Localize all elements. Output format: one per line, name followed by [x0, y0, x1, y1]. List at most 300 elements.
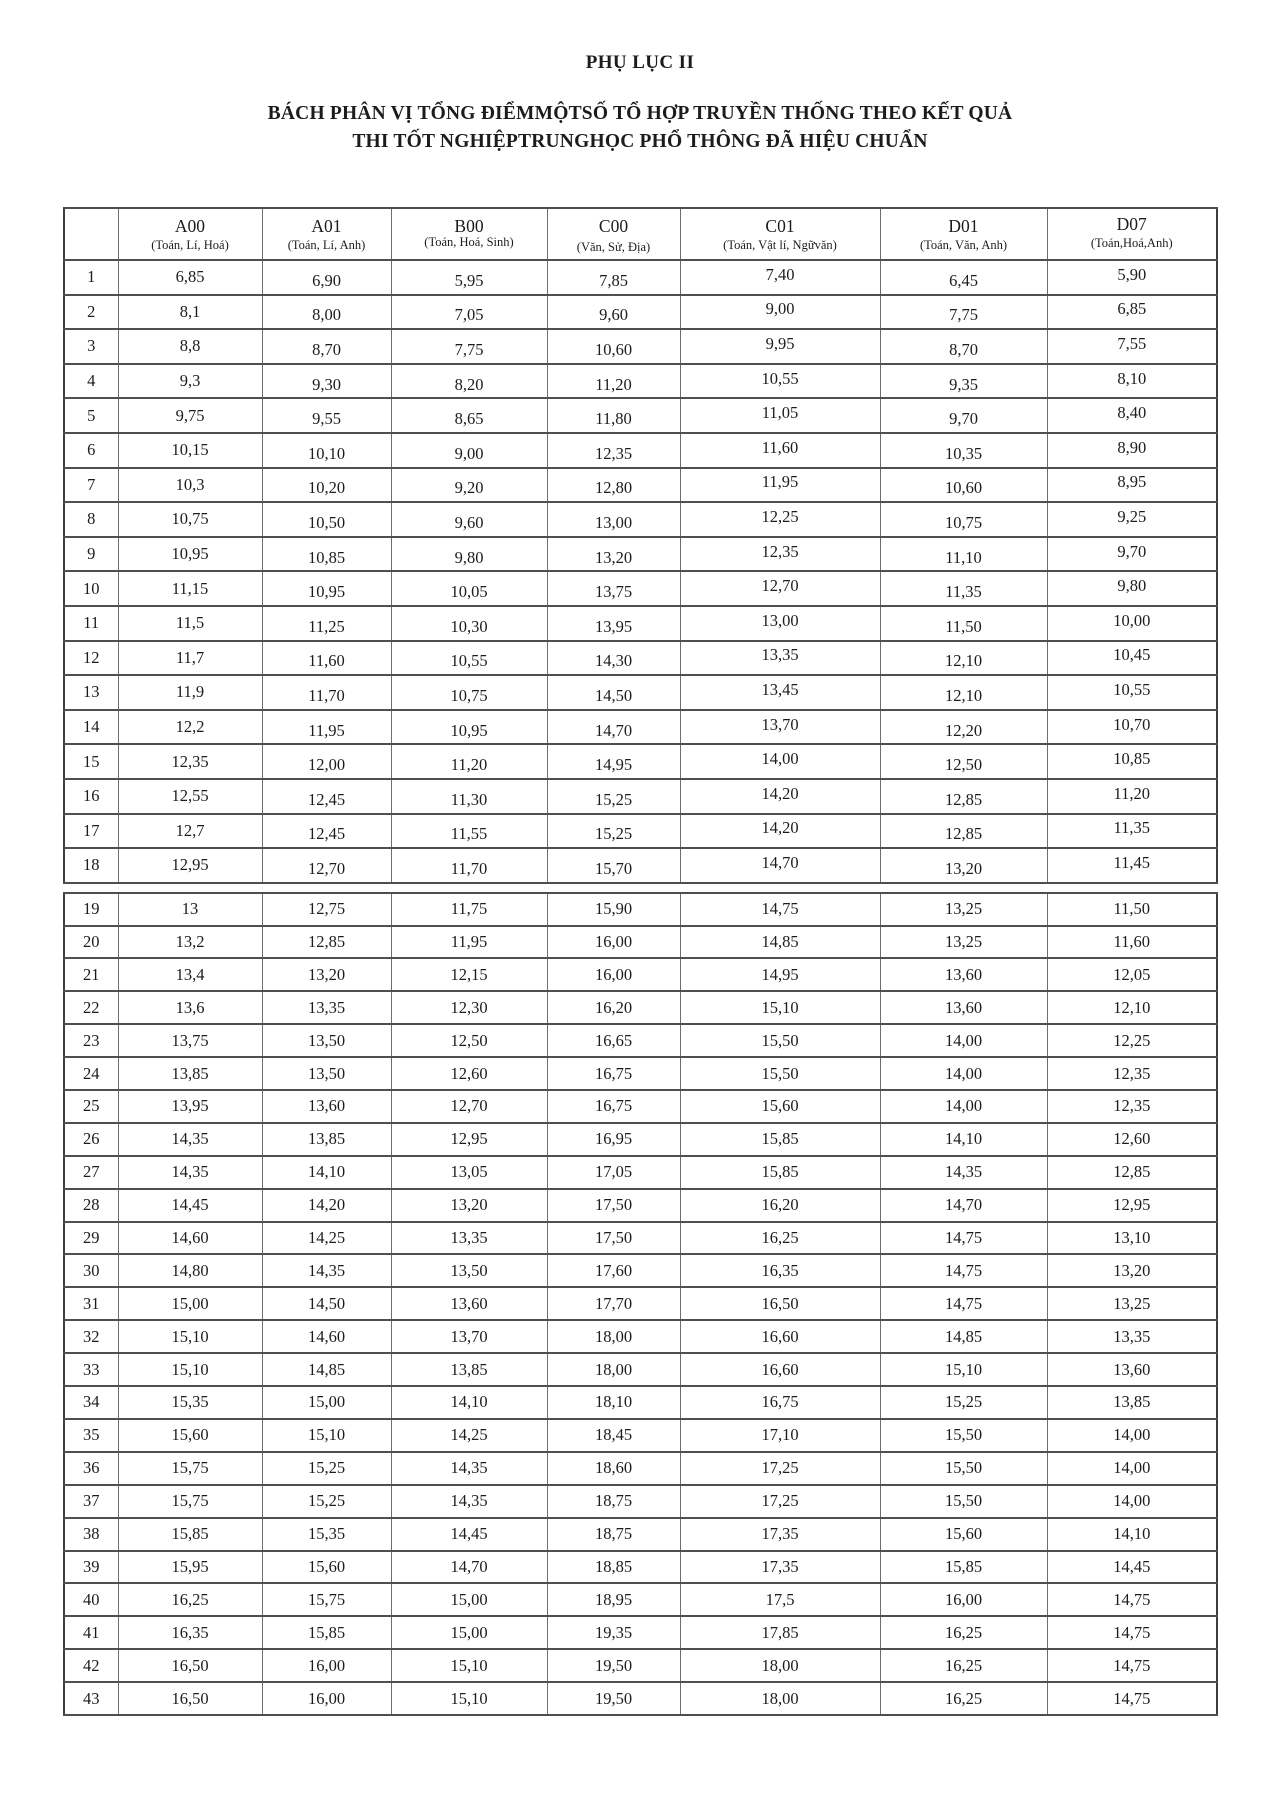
- table-row: [64, 1682, 1217, 1715]
- score-cell: 15,50: [880, 1419, 1047, 1452]
- percentile-cell: 2: [64, 295, 118, 330]
- percentile-cell: 4: [64, 364, 118, 399]
- score-cell: 17,25: [680, 1485, 880, 1518]
- score-cell: 14,75: [1047, 1682, 1217, 1715]
- score-cell: 11,7: [118, 641, 262, 676]
- score-cell: 13,20: [880, 848, 1047, 883]
- score-cell: 13,25: [880, 926, 1047, 959]
- percentile-cell: 15: [64, 744, 118, 779]
- score-cell: 17,25: [680, 1452, 880, 1485]
- percentile-cell: 18: [64, 848, 118, 883]
- score-cell: 10,50: [262, 502, 391, 537]
- score-cell: 14,35: [391, 1452, 547, 1485]
- column-header-c01: [680, 208, 880, 260]
- score-cell: 17,10: [680, 1419, 880, 1452]
- score-cell: 11,25: [262, 606, 391, 641]
- percentile-cell: 27: [64, 1156, 118, 1189]
- score-cell: 6,85: [118, 260, 262, 295]
- score-cell: 12,30: [391, 991, 547, 1024]
- score-cell: 16,35: [118, 1616, 262, 1649]
- score-cell: 14,00: [880, 1090, 1047, 1123]
- percentile-cell: 41: [64, 1616, 118, 1649]
- column-subjects: (Văn, Sử, Địa): [576, 239, 651, 254]
- column-code: A00: [174, 215, 206, 236]
- score-cell: 14,60: [118, 1222, 262, 1255]
- score-cell: 14,00: [880, 1024, 1047, 1057]
- score-cell: 9,60: [547, 295, 680, 330]
- score-cell: 13,60: [880, 991, 1047, 1024]
- score-cell: 10,60: [880, 468, 1047, 503]
- score-cell: 14,45: [118, 1189, 262, 1222]
- score-cell: 13,50: [262, 1024, 391, 1057]
- score-cell: 12,50: [391, 1024, 547, 1057]
- score-cell: 14,25: [391, 1419, 547, 1452]
- score-cell: 12,25: [1047, 1024, 1217, 1057]
- score-cell: 10,20: [262, 468, 391, 503]
- score-cell: 12,05: [1047, 958, 1217, 991]
- score-cell: 14,75: [880, 1287, 1047, 1320]
- table-row: [64, 779, 1217, 814]
- score-cell: 14,95: [547, 744, 680, 779]
- score-cell: 12,95: [391, 1123, 547, 1156]
- score-cell: 12,10: [880, 641, 1047, 676]
- score-cell: 10,00: [1047, 606, 1217, 641]
- score-cell: 15,90: [547, 893, 680, 926]
- score-cell: 12,35: [547, 433, 680, 468]
- score-cell: 13,35: [1047, 1320, 1217, 1353]
- score-cell: 11,15: [118, 571, 262, 606]
- column-code: A01: [311, 215, 342, 236]
- score-cell: 12,35: [118, 744, 262, 779]
- table-row: [64, 537, 1217, 572]
- table-row: [64, 1485, 1217, 1518]
- percentile-cell: 10: [64, 571, 118, 606]
- score-cell: 10,55: [680, 364, 880, 399]
- table-row: [64, 433, 1217, 468]
- table-row: [64, 1123, 1217, 1156]
- column-header-d07: [1047, 208, 1217, 260]
- table-row: [64, 1386, 1217, 1419]
- score-cell: 13,00: [680, 606, 880, 641]
- score-cell: 13,20: [262, 958, 391, 991]
- score-cell: 11,60: [1047, 926, 1217, 959]
- score-cell: 8,20: [391, 364, 547, 399]
- score-cell: 10,15: [118, 433, 262, 468]
- score-cell: 16,35: [680, 1254, 880, 1287]
- table-row: [64, 502, 1217, 537]
- table-row: [64, 893, 1217, 926]
- score-cell: 16,50: [680, 1287, 880, 1320]
- column-header-blank: [64, 208, 118, 260]
- score-cell: 10,75: [880, 502, 1047, 537]
- score-cell: 18,95: [547, 1583, 680, 1616]
- score-cell: 15,60: [118, 1419, 262, 1452]
- score-cell: 18,00: [547, 1320, 680, 1353]
- percentile-table-part2: [63, 892, 1218, 1716]
- score-cell: 12,95: [1047, 1189, 1217, 1222]
- score-cell: 12,85: [880, 779, 1047, 814]
- score-cell: 14,85: [680, 926, 880, 959]
- score-cell: 14,75: [680, 893, 880, 926]
- score-cell: 12,20: [880, 710, 1047, 745]
- percentile-cell: 17: [64, 814, 118, 849]
- document-heading: [63, 100, 1217, 155]
- score-cell: 13,20: [547, 537, 680, 572]
- table-row: [64, 1649, 1217, 1682]
- score-cell: 15,60: [262, 1551, 391, 1584]
- score-cell: 11,9: [118, 675, 262, 710]
- header-row: [64, 208, 1217, 260]
- score-cell: 14,75: [1047, 1583, 1217, 1616]
- percentile-cell: 32: [64, 1320, 118, 1353]
- score-cell: 18,00: [680, 1649, 880, 1682]
- percentile-cell: 33: [64, 1353, 118, 1386]
- score-cell: 10,85: [1047, 744, 1217, 779]
- score-cell: 12,10: [880, 675, 1047, 710]
- score-cell: 12,70: [262, 848, 391, 883]
- score-cell: 8,65: [391, 398, 547, 433]
- table-row: [64, 1518, 1217, 1551]
- score-cell: 15,50: [880, 1485, 1047, 1518]
- score-cell: 5,95: [391, 260, 547, 295]
- score-cell: 11,70: [391, 848, 547, 883]
- score-cell: 13,60: [1047, 1353, 1217, 1386]
- table-row: [64, 398, 1217, 433]
- score-cell: 10,45: [1047, 641, 1217, 676]
- table-row: [64, 1551, 1217, 1584]
- score-cell: 7,40: [680, 260, 880, 295]
- score-cell: 11,50: [880, 606, 1047, 641]
- table-row: [64, 571, 1217, 606]
- score-cell: 8,70: [262, 329, 391, 364]
- percentile-cell: 7: [64, 468, 118, 503]
- score-cell: 10,85: [262, 537, 391, 572]
- table-row: [64, 364, 1217, 399]
- score-cell: 13,75: [547, 571, 680, 606]
- score-cell: 9,20: [391, 468, 547, 503]
- percentile-cell: 30: [64, 1254, 118, 1287]
- score-cell: 15,35: [262, 1518, 391, 1551]
- score-cell: 18,85: [547, 1551, 680, 1584]
- score-cell: 9,55: [262, 398, 391, 433]
- table-row: [64, 991, 1217, 1024]
- score-cell: 14,00: [1047, 1452, 1217, 1485]
- score-cell: 16,75: [547, 1090, 680, 1123]
- column-code: D07: [1116, 213, 1147, 234]
- score-cell: 13: [118, 893, 262, 926]
- score-cell: 16,00: [880, 1583, 1047, 1616]
- percentile-cell: 25: [64, 1090, 118, 1123]
- score-cell: 10,60: [547, 329, 680, 364]
- score-cell: 7,75: [880, 295, 1047, 330]
- percentile-cell: 20: [64, 926, 118, 959]
- score-cell: 11,60: [680, 433, 880, 468]
- score-cell: 13,10: [1047, 1222, 1217, 1255]
- score-cell: 15,75: [118, 1452, 262, 1485]
- score-cell: 11,5: [118, 606, 262, 641]
- score-cell: 13,20: [1047, 1254, 1217, 1287]
- percentile-cell: 8: [64, 502, 118, 537]
- score-cell: 9,35: [880, 364, 1047, 399]
- score-cell: 9,00: [391, 433, 547, 468]
- score-cell: 13,70: [391, 1320, 547, 1353]
- score-cell: 11,35: [1047, 814, 1217, 849]
- table-row: [64, 1254, 1217, 1287]
- table-row: [64, 1057, 1217, 1090]
- column-header-b00: [391, 208, 547, 260]
- score-cell: 12,80: [547, 468, 680, 503]
- score-cell: 14,70: [547, 710, 680, 745]
- percentile-cell: 14: [64, 710, 118, 745]
- percentile-cell: 22: [64, 991, 118, 1024]
- column-subjects: (Toán,Hoá,Anh): [1090, 235, 1173, 250]
- score-cell: 11,50: [1047, 893, 1217, 926]
- score-cell: 7,85: [547, 260, 680, 295]
- table-row: [64, 606, 1217, 641]
- score-cell: 12,95: [118, 848, 262, 883]
- score-cell: 14,85: [262, 1353, 391, 1386]
- score-cell: 16,25: [680, 1222, 880, 1255]
- score-cell: 9,70: [1047, 537, 1217, 572]
- score-cell: 15,10: [118, 1320, 262, 1353]
- score-cell: 14,60: [262, 1320, 391, 1353]
- table-row: [64, 848, 1217, 883]
- table-row: [64, 1222, 1217, 1255]
- score-cell: 15,25: [262, 1485, 391, 1518]
- score-cell: 13,50: [391, 1254, 547, 1287]
- score-cell: 11,55: [391, 814, 547, 849]
- score-cell: 16,00: [262, 1682, 391, 1715]
- column-subjects: (Toán, Vật lí, Ngữvăn): [723, 237, 837, 252]
- score-cell: 11,30: [391, 779, 547, 814]
- score-cell: 7,05: [391, 295, 547, 330]
- score-cell: 8,90: [1047, 433, 1217, 468]
- score-cell: 14,25: [262, 1222, 391, 1255]
- score-cell: 7,75: [391, 329, 547, 364]
- score-cell: 13,60: [262, 1090, 391, 1123]
- score-cell: 18,75: [547, 1518, 680, 1551]
- score-cell: 15,60: [680, 1090, 880, 1123]
- score-cell: 16,60: [680, 1353, 880, 1386]
- score-cell: 13,25: [1047, 1287, 1217, 1320]
- column-header-a00: [118, 208, 262, 260]
- table-row: [64, 1156, 1217, 1189]
- percentile-cell: 40: [64, 1583, 118, 1616]
- score-cell: 12,70: [391, 1090, 547, 1123]
- score-cell: 12,50: [880, 744, 1047, 779]
- score-cell: 14,10: [262, 1156, 391, 1189]
- score-cell: 12,10: [1047, 991, 1217, 1024]
- percentile-cell: 5: [64, 398, 118, 433]
- score-cell: 19,35: [547, 1616, 680, 1649]
- score-cell: 17,50: [547, 1222, 680, 1255]
- score-cell: 11,70: [262, 675, 391, 710]
- score-cell: 9,25: [1047, 502, 1217, 537]
- score-cell: 13,20: [391, 1189, 547, 1222]
- score-cell: 15,50: [680, 1024, 880, 1057]
- score-cell: 13,50: [262, 1057, 391, 1090]
- score-cell: 16,50: [118, 1649, 262, 1682]
- score-cell: 15,25: [262, 1452, 391, 1485]
- score-cell: 14,70: [680, 848, 880, 883]
- percentile-cell: 11: [64, 606, 118, 641]
- score-cell: 14,70: [391, 1551, 547, 1584]
- score-cell: 13,85: [391, 1353, 547, 1386]
- score-cell: 13,4: [118, 958, 262, 991]
- score-cell: 18,60: [547, 1452, 680, 1485]
- score-cell: 15,10: [880, 1353, 1047, 1386]
- percentile-cell: 3: [64, 329, 118, 364]
- score-cell: 19,50: [547, 1682, 680, 1715]
- score-cell: 14,35: [118, 1156, 262, 1189]
- score-cell: 10,95: [391, 710, 547, 745]
- score-cell: 11,05: [680, 398, 880, 433]
- score-cell: 8,10: [1047, 364, 1217, 399]
- score-cell: 11,60: [262, 641, 391, 676]
- score-cell: 16,65: [547, 1024, 680, 1057]
- score-cell: 12,2: [118, 710, 262, 745]
- score-cell: 16,50: [118, 1682, 262, 1715]
- score-cell: 14,35: [262, 1254, 391, 1287]
- score-cell: 13,00: [547, 502, 680, 537]
- score-cell: 7,55: [1047, 329, 1217, 364]
- score-cell: 17,5: [680, 1583, 880, 1616]
- percentile-cell: 9: [64, 537, 118, 572]
- table-row: [64, 675, 1217, 710]
- percentile-cell: 38: [64, 1518, 118, 1551]
- score-cell: 15,10: [118, 1353, 262, 1386]
- score-cell: 14,35: [880, 1156, 1047, 1189]
- score-cell: 12,35: [680, 537, 880, 572]
- percentile-cell: 35: [64, 1419, 118, 1452]
- score-cell: 14,45: [1047, 1551, 1217, 1584]
- score-cell: 9,95: [680, 329, 880, 364]
- score-cell: 10,70: [1047, 710, 1217, 745]
- heading-line-1: BÁCH PHÂN VỊ TỔNG ĐIỂMMỘTSỐ TỔ HỢP TRUYỀN THỐNG THEO KẾT QUẢ: [267, 103, 1013, 124]
- score-cell: 10,55: [1047, 675, 1217, 710]
- score-cell: 17,60: [547, 1254, 680, 1287]
- score-cell: 10,30: [391, 606, 547, 641]
- score-cell: 13,85: [262, 1123, 391, 1156]
- score-cell: 15,25: [547, 814, 680, 849]
- score-cell: 14,75: [1047, 1616, 1217, 1649]
- percentile-cell: 16: [64, 779, 118, 814]
- percentile-cell: 43: [64, 1682, 118, 1715]
- percentile-cell: 34: [64, 1386, 118, 1419]
- score-cell: 15,70: [547, 848, 680, 883]
- column-subjects: (Toán, Lí, Hoá): [151, 237, 229, 252]
- score-cell: 15,75: [262, 1583, 391, 1616]
- column-header-d01: [880, 208, 1047, 260]
- score-cell: 16,00: [262, 1649, 391, 1682]
- score-cell: 10,75: [391, 675, 547, 710]
- score-cell: 9,70: [880, 398, 1047, 433]
- score-cell: 13,95: [547, 606, 680, 641]
- percentile-cell: 28: [64, 1189, 118, 1222]
- score-cell: 12,60: [1047, 1123, 1217, 1156]
- score-cell: 15,25: [880, 1386, 1047, 1419]
- score-cell: 16,25: [118, 1583, 262, 1616]
- score-cell: 10,35: [880, 433, 1047, 468]
- column-code: D01: [948, 215, 979, 236]
- score-cell: 13,85: [118, 1057, 262, 1090]
- score-cell: 15,75: [118, 1485, 262, 1518]
- column-subjects: (Toán, Lí, Anh): [287, 237, 366, 252]
- score-cell: 10,95: [262, 571, 391, 606]
- table-row: [64, 1287, 1217, 1320]
- score-cell: 18,00: [547, 1353, 680, 1386]
- score-cell: 8,40: [1047, 398, 1217, 433]
- score-cell: 18,00: [680, 1682, 880, 1715]
- score-cell: 14,50: [262, 1287, 391, 1320]
- score-cell: 10,10: [262, 433, 391, 468]
- percentile-cell: 37: [64, 1485, 118, 1518]
- score-cell: 14,20: [680, 779, 880, 814]
- score-cell: 15,35: [118, 1386, 262, 1419]
- appendix-title: PHỤ LỤC II: [585, 52, 695, 73]
- score-cell: 16,25: [880, 1616, 1047, 1649]
- score-cell: 15,85: [262, 1616, 391, 1649]
- table-row: [64, 958, 1217, 991]
- score-cell: 11,45: [1047, 848, 1217, 883]
- column-code: C01: [765, 215, 795, 236]
- column-header-c00: [547, 208, 680, 260]
- score-cell: 6,45: [880, 260, 1047, 295]
- score-cell: 8,00: [262, 295, 391, 330]
- score-cell: 15,50: [880, 1452, 1047, 1485]
- score-cell: 18,75: [547, 1485, 680, 1518]
- score-cell: 13,2: [118, 926, 262, 959]
- score-cell: 10,3: [118, 468, 262, 503]
- score-cell: 9,30: [262, 364, 391, 399]
- score-cell: 16,75: [547, 1057, 680, 1090]
- score-cell: 13,75: [118, 1024, 262, 1057]
- score-cell: 11,20: [1047, 779, 1217, 814]
- score-cell: 13,6: [118, 991, 262, 1024]
- table-row: [64, 1419, 1217, 1452]
- score-cell: 11,95: [680, 468, 880, 503]
- score-cell: 14,35: [118, 1123, 262, 1156]
- score-cell: 11,20: [547, 364, 680, 399]
- table-row: [64, 1583, 1217, 1616]
- table-row: [64, 1320, 1217, 1353]
- score-cell: 14,20: [680, 814, 880, 849]
- score-cell: 14,10: [391, 1386, 547, 1419]
- score-cell: 9,00: [680, 295, 880, 330]
- percentile-cell: 13: [64, 675, 118, 710]
- score-cell: 13,25: [880, 893, 1047, 926]
- column-code: B00: [454, 215, 484, 236]
- score-cell: 10,75: [118, 502, 262, 537]
- score-cell: 16,20: [547, 991, 680, 1024]
- score-cell: 12,85: [1047, 1156, 1217, 1189]
- score-cell: 17,35: [680, 1551, 880, 1584]
- score-cell: 6,85: [1047, 295, 1217, 330]
- score-cell: 15,10: [680, 991, 880, 1024]
- score-cell: 11,35: [880, 571, 1047, 606]
- score-cell: 19,50: [547, 1649, 680, 1682]
- percentile-cell: 26: [64, 1123, 118, 1156]
- score-cell: 18,10: [547, 1386, 680, 1419]
- table-row: [64, 1353, 1217, 1386]
- score-cell: 14,20: [262, 1189, 391, 1222]
- table-row: [64, 260, 1217, 295]
- table-row: [64, 1189, 1217, 1222]
- score-cell: 14,80: [118, 1254, 262, 1287]
- score-cell: 14,00: [1047, 1485, 1217, 1518]
- score-cell: 15,50: [680, 1057, 880, 1090]
- score-cell: 12,7: [118, 814, 262, 849]
